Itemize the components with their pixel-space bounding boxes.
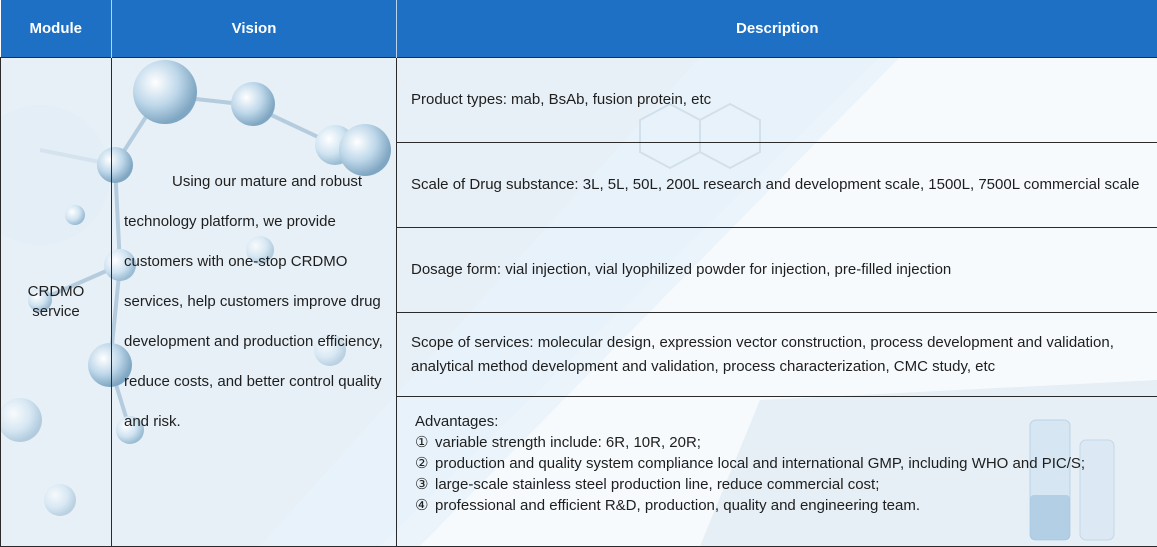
list-number: ③ — [415, 474, 435, 495]
list-text: production and quality system compliance local and international GMP, including WHO and PIC/S; — [435, 455, 1085, 472]
list-item — [415, 474, 1143, 495]
description-product-types: Product types: mab, BsAb, fusion protein, etc — [397, 58, 1157, 143]
header-vision: Vision — [112, 0, 397, 58]
header-module: Module — [1, 0, 112, 58]
list-text: professional and efficient R&D, production, quality and engineering team. — [435, 497, 920, 514]
advantages-title: Advantages: — [415, 411, 1143, 432]
vision-cell — [112, 58, 397, 547]
description-advantages — [397, 397, 1157, 547]
module-name: CRDMO service — [28, 283, 85, 320]
description-dosage: Dosage form: vial injection, vial lyophilized powder for injection, pre-filled injection — [397, 228, 1157, 313]
list-number: ② — [415, 453, 435, 474]
table-header-row — [1, 0, 1157, 58]
list-item — [415, 432, 1143, 453]
description-scope: Scope of services: molecular design, expression vector construction, process development and validation, analytical method development and validation, process characterization, CMC study, etc — [397, 313, 1157, 397]
header-description: Description — [397, 0, 1157, 58]
list-number: ① — [415, 432, 435, 453]
module-cell — [1, 58, 112, 547]
list-text: variable strength include: 6R, 10R, 20R; — [435, 434, 701, 451]
list-text: large-scale stainless steel production line, reduce commercial cost; — [435, 476, 879, 493]
list-number: ④ — [415, 495, 435, 516]
list-item — [415, 453, 1143, 474]
description-scale: Scale of Drug substance: 3L, 5L, 50L, 200L research and development scale, 1500L, 7500L commercial scale — [397, 143, 1157, 228]
vision-text: Using our mature and robust technology platform, we provide customers with one-stop CRDMO services, help customers improve drug development and production efficiency, reduce costs, and better control quality and risk. — [124, 162, 386, 442]
table-row — [1, 58, 1157, 143]
list-item — [415, 495, 1143, 516]
